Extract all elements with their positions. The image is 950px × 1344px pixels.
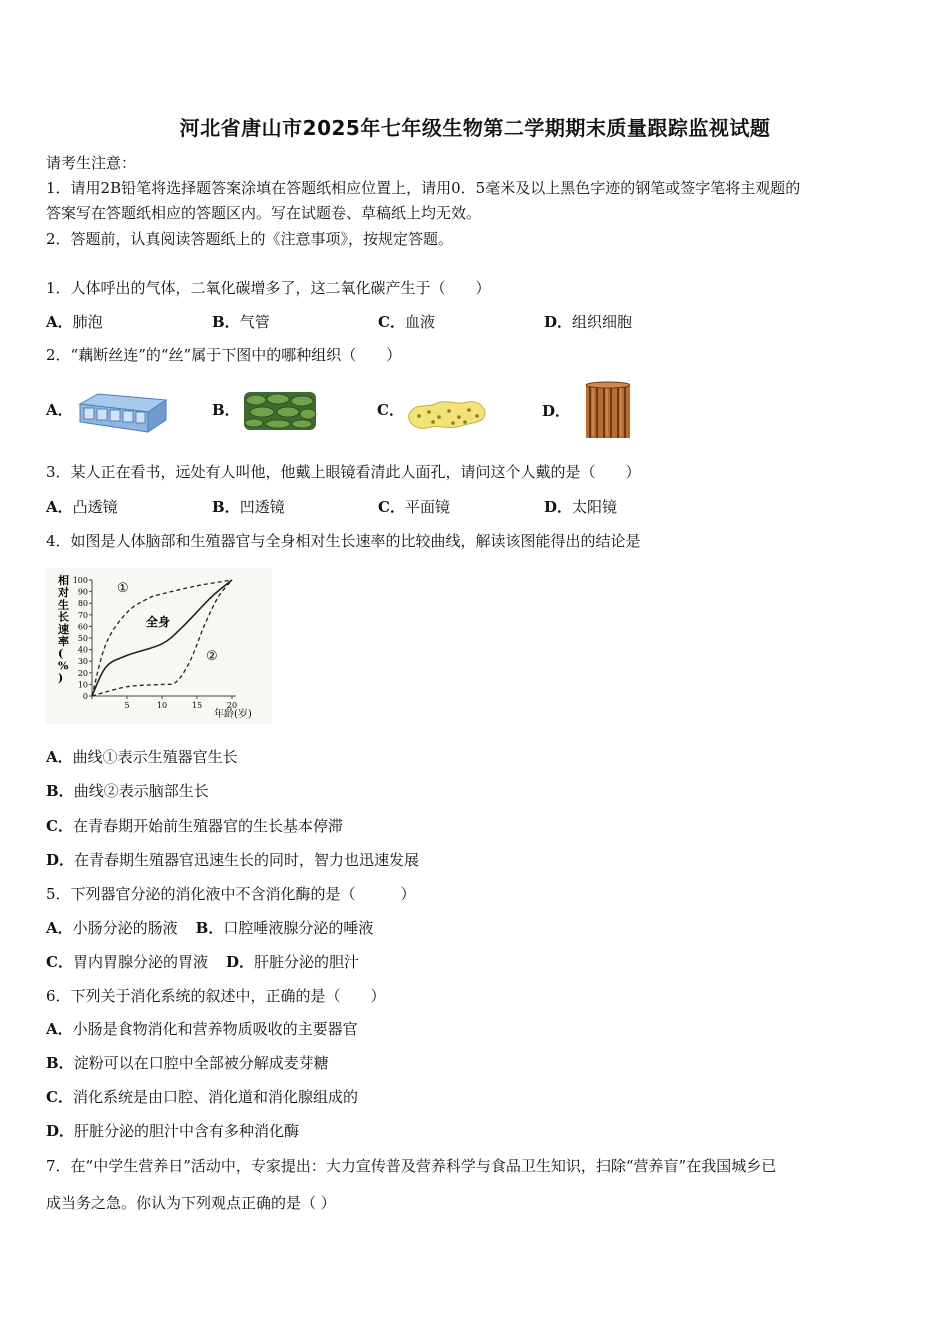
y-tick-label: 30 <box>77 657 88 667</box>
x-tick-label: 20 <box>226 701 238 710</box>
chart-ylabel-text: 相对生长速率( % ) <box>58 574 69 685</box>
question-1-options <box>46 311 896 332</box>
epithelial-tissue-image <box>74 384 174 434</box>
q4-option-a: A．曲线①表示生殖器官生长 <box>46 748 238 766</box>
q1-option-d: D．组织细胞 <box>544 313 633 331</box>
series-body-label: 全身 <box>146 615 171 629</box>
notice-heading: 请考生注意： <box>46 154 137 172</box>
q5-option-d-text: 肝脏分泌的胆汁 <box>253 953 359 971</box>
q2-option-d: D． <box>542 380 630 440</box>
y-tick-label: 70 <box>77 610 88 620</box>
page-title: 河北省唐山市2025年七年级生物第二学期期末质量跟踪监视试题 <box>179 116 771 140</box>
q5-options-row-1 <box>46 917 373 938</box>
q1-option-b: B．气管 <box>212 313 270 331</box>
y-tick-label: 50 <box>77 634 88 643</box>
q4-option-b: B．曲线②表示脑部生长 <box>46 782 209 800</box>
conducting-tissue-image <box>570 380 630 440</box>
q1-option-a: A．肺泡 <box>46 313 103 331</box>
q3-option-d: D．太阳镜 <box>544 498 618 516</box>
q3-option-c: C．平面镜 <box>378 498 450 516</box>
notice-item-1-cont: 答案写在答题纸相应的答题区内。写在试题卷、草稿纸上均无效。 <box>46 204 482 222</box>
x-tick-label: 10 <box>156 701 168 710</box>
q3-option-a: A．凸透镜 <box>46 498 118 516</box>
q4-option-d: D．在青春期生殖器官迅速生长的同时，智力也迅速发展 <box>46 851 420 869</box>
y-tick-label: 100 <box>72 576 88 585</box>
notice-item-2: 2．答题前，认真阅读答题纸上的《注意事项》，按规定答题。 <box>46 230 454 248</box>
question-2-stem: 2．“藕断丝连”的“丝”属于下图中的哪种组织（ ） <box>46 346 402 364</box>
q1-option-c: C．血液 <box>378 313 435 331</box>
q5-option-a-letter: A． <box>46 919 73 937</box>
q6-option-c: C．消化系统是由口腔、消化道和消化腺组成的 <box>46 1088 358 1106</box>
question-7-stem: 7．在“中学生营养日”活动中，专家提出：大力宣传普及营养科学与食品卫生知识，扫除“营养盲”在我国城乡已 <box>46 1157 777 1175</box>
question-3-options <box>46 496 896 517</box>
q4-option-c: C．在青春期开始前生殖器官的生长基本停滞 <box>46 817 343 835</box>
y-tick-label: 20 <box>77 668 88 678</box>
chart-xlabel: 年龄(岁) <box>214 709 252 720</box>
q5-option-c-text: 胃内胃腺分泌的胃液 <box>72 953 208 971</box>
q5-options-row-2 <box>46 951 359 972</box>
q5-option-d-letter: D． <box>225 953 254 971</box>
question-5-stem: 5．下列器官分泌的消化液中不含消化酶的是（ ） <box>46 885 416 903</box>
question-4-stem: 4．如图是人体脑部和生殖器官与全身相对生长速率的比较曲线，解读该图能得出的结论是 <box>46 532 641 550</box>
q2-option-c: C． <box>377 384 489 434</box>
q5-option-a-text: 小肠分泌的肠液 <box>72 919 178 937</box>
q3-option-b: B．凹透镜 <box>212 498 285 516</box>
question-1-stem: 1．人体呼出的气体，二氧化碳增多了，这二氧化碳产生于（ ） <box>46 279 491 297</box>
x-tick-label: 15 <box>191 701 203 710</box>
notice-item-1: 1．请用2B铅笔将选择题答案涂填在答题纸相应位置上，请用0．5毫米及以上黑色字迹的钢笔或签字笔将主观题的 <box>46 179 801 197</box>
q2-option-a: A． <box>46 384 174 434</box>
q2-option-b: B． <box>212 384 320 434</box>
x-tick-label: 5 <box>124 701 130 710</box>
growth-rate-chart <box>46 568 272 724</box>
y-tick-label: 40 <box>77 645 88 655</box>
y-tick-label: 60 <box>77 622 88 632</box>
question-3-stem: 3．某人正在看书，远处有人叫他，他戴上眼镜看清此人面孔，请问这个人戴的是（ ） <box>46 463 641 481</box>
series-2-label: ② <box>206 649 218 664</box>
q5-option-b-letter: B． <box>195 919 224 937</box>
y-tick-label: 10 <box>77 680 88 690</box>
question-7-stem-cont: 成当务之急。你认为下列观点正确的是（ ） <box>46 1194 336 1212</box>
y-tick-label: 80 <box>77 599 88 609</box>
q6-option-b: B．淀粉可以在口腔中全部被分解成麦芽糖 <box>46 1054 329 1072</box>
chart-ylabel <box>57 573 69 685</box>
q6-option-d: D．肝脏分泌的胆汁中含有多种消化酶 <box>46 1122 300 1140</box>
q6-option-a: A．小肠是食物消化和营养物质吸收的主要器官 <box>46 1020 358 1038</box>
muscle-tissue-image <box>240 384 320 434</box>
question-6-stem: 6．下列关于消化系统的叙述中，正确的是（ ） <box>46 987 386 1005</box>
connective-tissue-image <box>405 384 489 434</box>
q5-option-b-text: 口腔唾液腺分泌的唾液 <box>223 919 374 937</box>
y-tick-label: 90 <box>77 587 88 597</box>
q5-option-c-letter: C． <box>46 953 73 971</box>
y-tick-label: 0 <box>82 692 88 701</box>
series-1-label: ① <box>117 581 129 596</box>
